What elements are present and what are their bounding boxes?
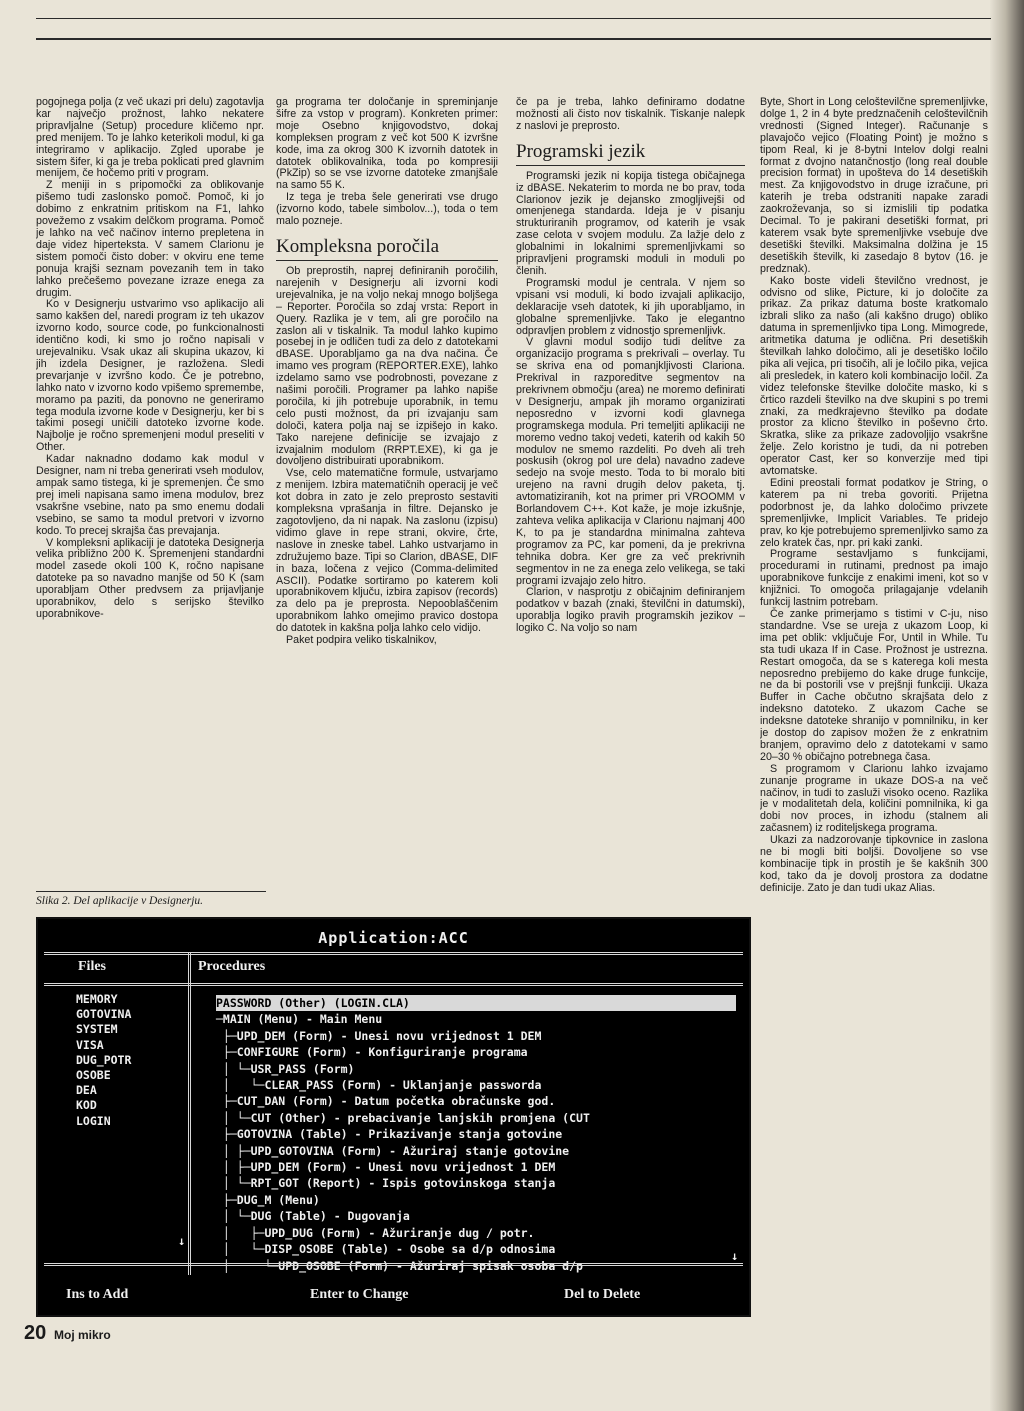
top-rule-thick xyxy=(36,38,991,40)
column-1 xyxy=(36,97,264,883)
column-4 xyxy=(760,97,988,1359)
file-item[interactable]: OSOBE xyxy=(76,1068,111,1083)
procedure-item[interactable]: │ └─CLEAR_PASS (Form) - Uklanjanje passworda xyxy=(216,1078,542,1093)
paragraph: Z meniji in s pripomočki za oblikovanje pišemo tudi zaslonsko pomoč. Pomoč, ki jo dobimo z enkratnim pritiskom na F1, lahko povežemo z vsakim delčkom programa. Pomoč je lahko na več načinov interno prepletena in daje videz hiperteksta. V samem Clarionu je sistem pomoči čisto dober: v okviru ene teme ponuja krajši seznam povezanih tem in tako lahko prečešemo povezane izraze enega za drugim. xyxy=(36,179,264,299)
paragraph: Programski jezik ni kopija tistega običajnega iz dBASE. Nekaterim to morda ne bo prav, toda Clarionov jezik je dejansko zmogljivejši od omenjenega standarda. Ideja je v pisanju strukturiranih programov, od katerih je vsak zase celota v svojem modulu. Za lažje delo z globalnimi in lokalnimi spremenljivkami so pripravljeni programski moduli in moduli po členih. xyxy=(516,169,745,277)
procedure-item[interactable]: │ ├─UPD_DEM (Form) - Unesi novu vrijednost 1 DEM xyxy=(216,1160,556,1175)
file-item[interactable]: MEMORY xyxy=(76,992,118,1006)
paragraph: Ukazi za nadzorovanje tipkovnice in zaslona ne bi mogli biti boljši. Dovoljene so vse kombinacije tipk in prostih je še kakšnih 300 kod, tako da je dovolj prostora za dodatne definicije. Zato je dan tudi ukaz Alias. xyxy=(760,834,988,894)
paragraph: če pa je treba, lahko definiramo dodatne možnosti ali čisto nov tiskalnik. Tiskanje nalepk z naslovi je preprosto. xyxy=(516,97,745,132)
paragraph: Byte, Short in Long celoštevilčne spremenljivke, dolge 1, 2 in 4 byte predznačenih celoštevilčnih vrednosti (Signed Integer). Računanje s plavajočo vejico (Floating Point) je možno s tipom Real, ki je 8-bytni Intelov dolgi realni format z dvojno natančnostjo (long real double precision format) in upošteva do 14 desetiških mest. Za knjigovodstvo in druge izračune, pri katerih je treba odstraniti napake zaradi zaokroževanja, so si izmislili tip podatka Decimal. To je pakirani desetiški format, pri katerem vsak byte spremenljivke vsebuje dve desetiški številki. Maksimalna dolžina je 15 desetiških številk, ki zasedajo 8 bytov (16. je predznak). xyxy=(760,97,988,275)
figure-caption: Slika 2. Del aplikacije v Designerju. xyxy=(36,891,266,907)
procedures-header: Procedures xyxy=(198,959,266,974)
procedure-item[interactable]: │ └─UPD_OSOBE (Form) - Ažuriraj spisak osoba d/p xyxy=(216,1258,583,1273)
paragraph: ga programa ter določanje in spreminjanje šifre za vstop v program). Konkreten primer: moje Osebno knjigovodstvo, dokaj kompleksen program z več kot 500 K izvršne kode, ima za okrog 300 K izvornih datotek in datotek oblikovalnika, toda po kompresiji (PkZip) so se vse izvorne datoteke zmanjšale na samo 55 K. xyxy=(276,97,498,192)
paragraph: Programski modul je centrala. V njem so vpisani vsi moduli, ki bodo izvajali aplikacijo, deklaracije vseh datotek, ki jih uporabljamo, in globalne spremenljivke. Tako je elegantno odpravljen problem z vidnostjo spremenljivk. xyxy=(516,276,745,337)
paragraph: Ko v Designerju ustvarimo vso aplikacijo ali samo kakšen del, naredi program iz teh ukazov izvorno kodo, source code, po funkcionalnosti identično kodi, ki smo jo ročno napisali v urejevalniku. Vsak ukaz ali skupina ukazov, ki jih izdela Designer, je razložena. Sledi prevarjanje v izvršno kodo. Če je potrebno, lahko nato v izvorno kodo vpišemo spremembe, moramo pa paziti, da ponovno ne generiramo tega modula izvorne kode v Designerju, ker bi s takimi posegi uničili datoteko izvorne kode. Najbolje je ročno spremenjeni modul preseliti v Other. xyxy=(36,298,264,454)
ins-to-add-hint[interactable]: Ins to Add xyxy=(66,1287,129,1302)
page-number: 20 xyxy=(24,1322,47,1344)
procedure-item[interactable]: │ └─DISP_OSOBE (Table) - Osobe sa d/p odnosima xyxy=(216,1242,556,1257)
paragraph: Edini preostali format podatkov je String, o katerem pa ni treba govoriti. Prijetna podorbnost je, da lahko določimo privzete spremenljivke, Implicit Variables. Te pridejo prav, ko kje potrebujemo spremenljivko samo za zelo kratek čas, npr. pri kaki zanki. xyxy=(760,477,988,549)
pane-divider xyxy=(188,953,191,1275)
title-divider xyxy=(44,952,743,955)
paragraph: Iz tega je treba šele generirati vse drugo (izvorno kodo, tabele simbolov...), toda o tem malo pozneje. xyxy=(276,191,498,228)
paragraph: Ob preprostih, naprej definiranih poročilih, narejenih v Designerju ali izvorni kodi urejevalnika, je na voljo nekaj mnogo boljšega – Reporter. Poročila so zdaj vrsta: Report in Query. Razlika je v tem, ali gre poročilo na zaslon ali v tiskalnik. Ta modul lahko kupimo posebej in je odličen tudi za delo z datotekami dBASE. Uporabljamo ga na dva načina. Če imamo ves program (REPORTER.EXE), lahko izdelamo samo vse podrobnosti, povezane z našimi poročili. Programer pa lahko napiše poročila, ki jih potrebuje uporabnik, in temu celo pusti možnost, da pri izvajanju sam določi, katera polja naj se izpišejo in kako. Tako narejene definicije se izvajajo z izvajalnim modulom (RRPT.EXE), ki ga je dovoljeno distribuirati uporabnikom. xyxy=(276,264,498,468)
procedure-tree[interactable] xyxy=(216,995,739,1274)
footer-divider xyxy=(44,1263,743,1266)
procedure-item[interactable]: ├─CONFIGURE (Form) - Konfiguriranje programa xyxy=(216,1045,528,1060)
procedure-item[interactable]: ─MAIN (Menu) - Main Menu xyxy=(216,1012,383,1027)
header-divider xyxy=(44,983,743,986)
paragraph: Kako boste videli številčno vrednost, je odvisno od slike, Picture, ki jo določite za prikaz. Za prikaz datuma boste kratkomalo izbrali sliko za našo (ali kakšno drugo) obliko datuma in spremenljivko tipa Long. Mimogrede, aritmetika datuma je odlična. Pri desetiških številkah lahko določimo, ali je desetiško ločilo pika ali vejica, pri tisočih, ali je ločilo pika, vejica ali presledek, in katero koli kombinacijo ločil. Za videz telefonske številke določite masko, ki s črtico razdeli številko na dve skupini s po tremi znaki, za medkrajevno številko pa dodate prostor za klicno številko in poševno črto. Skratka, slike za prikaze zadovoljijo vsakršne želje. Zelo koristno je tudi, da ni potreben operator Cast, ker so konverzije med tipi avtomatske. xyxy=(760,274,988,478)
procedure-item[interactable]: │ └─USR_PASS (Form) xyxy=(216,1061,355,1076)
paragraph: Če zanke primerjamo s tistimi v C-ju, niso standardne. Vse se ureja z ukazom Loop, ki ima pet oblik: vključuje For, Until in While. Tu sta tudi ukaza If in Case. Prožnost je ustrezna. Restart omogoča, da se s katerega koli mesta neposredno prebijemo do kake druge funkcije, ne da bi postorili vse v prejšnji funkciji. Ukaza Buffer in Cache občutno skrajšata delo z indeksno datoteko. Z ukazom Cache se indeksne datoteke shranijo v pomnilniku, in ker je dostop do zapisov možen že z enkratnim branjem, opravimo delo z datotekami v samo 20–30 % običajno potrebnega časa. xyxy=(760,607,988,763)
paragraph: Kadar naknadno dodamo kak modul v Designer, nam ni treba generirati vseh modulov, ampak samo tistega, ki je spremenjen. Če smo prej imeli napisana samo imena modulov, brez vsakršne vsebine, nato pa smo enemu dodali vsebino, se samo ta modul pretvori v izvorno kodo. To precej skrajša čas prevajanja. xyxy=(36,453,264,537)
paragraph: S programom v Clarionu lahko izvajamo zunanje programe in ukaze DOS-a na več načinov, in tudi to zasluži visoko oceno. Razlika je v modalitetah dela, količini pomnilnika, ki ga dobi nov proces, in izhodu (stalnem ali začasnem) iz roditeljskega programa. xyxy=(760,762,988,835)
procedure-item[interactable]: ├─CUT_DAN (Form) - Datum početka obračunske god. xyxy=(216,1094,556,1109)
application-title: Application:ACC xyxy=(318,929,469,947)
paragraph: Clarion, v nasprotju z običajnim definiranjem podatkov v bazah (znaki, številčni in datumski), uporablja logiko pravih programskih jezikov – logiko C. Na voljo so nam xyxy=(516,586,745,635)
column-2 xyxy=(276,97,498,915)
files-list[interactable] xyxy=(76,992,131,1129)
scroll-down-arrow-right[interactable]: ↓ xyxy=(731,1249,739,1263)
paragraph: Vse, celo matematične formule, ustvarjamo z menijem. Izbira matematičnih operacij je več kot dobra in zato je zelo preprosto sestaviti kompleksna vprašanja in filtre. Dejansko je zagotovljeno, da ni napak. Na zaslonu (izpisu) vidimo glave in repe strani, okvire, črte, naslove in zneske tabel. Lahko ustvarjamo in združujemo baze. Tipi so Clarion, dBASE, DIF in baza, ločena z vejico (Comma-delimited ASCII). Podatke sortiramo po katerem koli uporabnikovem ključu, izbira zapisov (records) za delo pa je preprosta. Nepooblaščenim uporabnikom lahko omejimo pravico dostopa do datotek in kakšna polja lahko celo vidijo. xyxy=(276,467,498,635)
top-rule xyxy=(36,18,991,19)
scroll-down-arrow-left[interactable]: ↓ xyxy=(178,1234,186,1248)
del-to-delete-hint[interactable]: Del to Delete xyxy=(564,1287,641,1302)
file-item[interactable]: GOTOVINA xyxy=(76,1007,132,1022)
paragraph: V glavni modul sodijo tudi delitve za organizacijo programa s prekrivali – overlay. Tu se skriva ena od pomanjkljivosti Clariona. Prekrival in razporeditve segmentov na prekrivnem območju (area) ne moremo definirati v Designerju, ampak jih moramo organizirati neposredno v izvorni kodi glavnega programskega modula. Pri temeljiti aplikaciji ne moremo vedno takoj vedeti, katerih od kakih 50 modulov ne smemo razdeliti. Po dveh ali treh poskusih (okrog pol ure dela) navadno zadeve sedejo na svoje mesto. Toda to bi moralo biti urejeno na ravni drugih delov paketa, tj. avtomatiziranih, kot na primer pri VROOMM v Borlandovem C++. Kot kaže, je moje izkušnje, zahteva velika aplikacija v Clarionu najmanj 400 K, to pa je standardna minimalna zahteva programov za PC, kar pomeni, da je prekrivna tehnika dobra. Ker gre za več prekrivnih segmentov in ne za enega zelo velikega, se taki programi izvajajo zelo hitro. xyxy=(516,336,745,587)
file-item[interactable]: KOD xyxy=(76,1098,97,1113)
file-item[interactable]: VISA xyxy=(76,1037,104,1052)
paragraph: Paket podpira veliko tiskalnikov, xyxy=(286,634,437,647)
paragraph: pogojnega polja (z več ukazi pri delu) zagotavlja kar največjo prožnost, lahko nekatere pripravljalne (Setup) procedure kličemo npr. pred menijem. To je lahko keterikoli modul, ki ga integriramo v aplikacijo. Zgled uporabe je sistem šifer, ki ga je treba poklicati pred glavnim menijem, če hočemo priti v program. xyxy=(36,97,264,180)
file-item[interactable]: DUG_POTR xyxy=(76,1052,132,1067)
procedure-item[interactable]: │ └─RPT_GOT (Report) - Ispis gotovinskoga stanja xyxy=(216,1176,556,1191)
paragraph: Programe sestavljamo s funkcijami, procedurami in rutinami, prednost pa imajo uporabnikove funkcije z enakimi imeni, kot so v knjižnici. To omogoča prilagajanje vdelanih funkcij lastnim potrebam. xyxy=(760,548,988,609)
section-heading-reports: Kompleksna poročila xyxy=(276,236,498,261)
designer-screenshot xyxy=(36,917,751,1317)
files-header: Files xyxy=(78,959,106,974)
procedure-item[interactable]: │ ├─UPD_DUG (Form) - Ažuriranje dug / potr. xyxy=(216,1225,535,1240)
file-item[interactable]: SYSTEM xyxy=(76,1022,118,1037)
file-item[interactable]: LOGIN xyxy=(76,1113,111,1128)
procedure-item[interactable]: │ └─CUT (Other) - prebacivanje lanjskih promjena (CUT xyxy=(216,1110,590,1125)
column-3 xyxy=(516,97,745,915)
procedure-item[interactable]: ├─DUG_M (Menu) xyxy=(216,1192,320,1207)
file-item[interactable]: DEA xyxy=(76,1083,97,1098)
procedure-item[interactable]: ├─GOTOVINA (Table) - Prikazivanje stanja gotovine xyxy=(216,1127,563,1142)
procedure-item[interactable]: │ └─DUG (Table) - Dugovanja xyxy=(216,1209,410,1224)
procedure-item[interactable]: │ ├─UPD_GOTOVINA (Form) - Ažuriraj stanje gotovine xyxy=(216,1143,570,1158)
page-spine-shadow xyxy=(990,0,1024,1411)
enter-to-change-hint[interactable]: Enter to Change xyxy=(310,1287,409,1302)
procedure-item-selected[interactable]: PASSWORD (Other) (LOGIN.CLA) xyxy=(216,995,736,1011)
procedure-item[interactable]: ├─UPD_DEM (Form) - Unesi novu vrijednost 1 DEM xyxy=(216,1028,542,1043)
magazine-name: Moj mikro xyxy=(54,1328,111,1342)
paragraph: V kompleksni aplikaciji je datoteka Designerja velika približno 200 K. Spremenjeni standardni model zasede okoli 100 K, ročno napisane datoteke pa so navadno manjše od 50 K (sam uporabljam Other predvsem za prijavljanje uporabnikov, delo s serijsko številko uporabnikove- xyxy=(36,536,264,620)
section-heading-language: Programski jezik xyxy=(516,141,745,166)
